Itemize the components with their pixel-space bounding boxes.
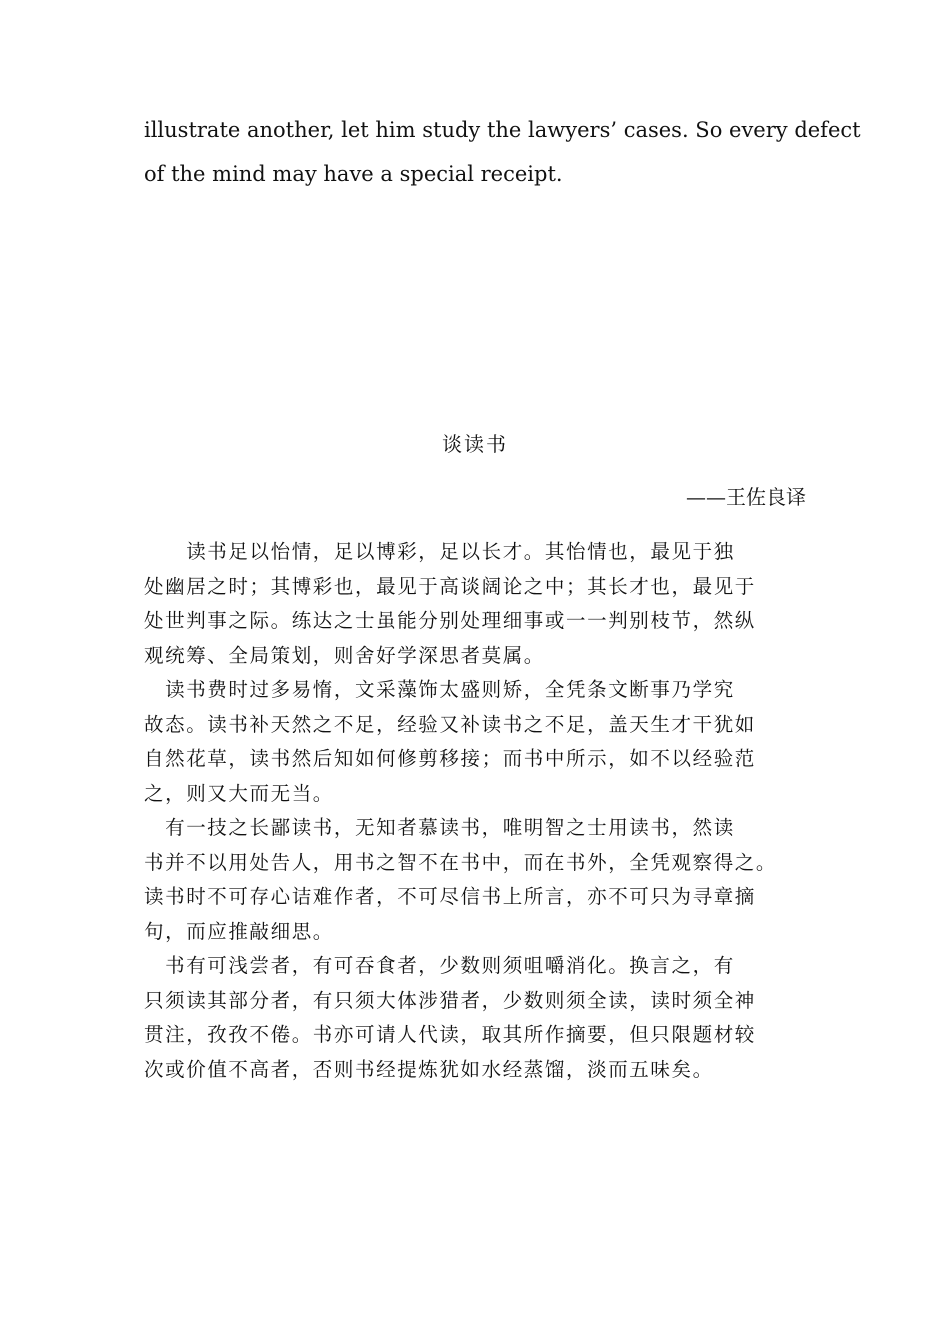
translator-credit: ——王佐良译 bbox=[686, 485, 806, 509]
chinese-text-line: 句，而应推敲细思。 bbox=[144, 919, 334, 943]
chinese-text-line: 观统筹、全局策划，则舍好学深思者莫属。 bbox=[144, 643, 545, 667]
chinese-text-line: 书并不以用处告人，用书之智不在书中，而在书外，全凭观察得之。 bbox=[144, 850, 778, 874]
chinese-text-line: 只须读其部分者，有只须大体涉猎者，少数则须全读，读时须全神 bbox=[144, 988, 756, 1012]
chinese-text-line: 处幽居之时；其博彩也，最见于高谈阔论之中；其长才也，最见于 bbox=[144, 574, 756, 598]
chinese-title: 谈读书 bbox=[442, 432, 508, 456]
chinese-text-line: 次或价值不高者，否则书经提炼犹如水经蒸馏，淡而五味矣。 bbox=[144, 1057, 714, 1081]
chinese-paragraph-3 bbox=[144, 811, 834, 949]
english-text-line: of the mind may have a special receipt. bbox=[144, 162, 563, 186]
chinese-paragraph-1 bbox=[144, 535, 834, 673]
chinese-paragraph-2 bbox=[144, 673, 834, 811]
chinese-text-line: 自然花草，读书然后知如何修剪移接；而书中所示，如不以经验范 bbox=[144, 747, 756, 770]
chinese-text-line: 处世判事之际。练达之士虽能分别处理细事或一一判别枝节，然纵 bbox=[144, 609, 756, 632]
chinese-text-line: 读书足以怡情，足以博彩，足以长才。其怡情也，最见于独 bbox=[144, 540, 735, 563]
english-paragraph-ending bbox=[144, 108, 861, 196]
chinese-text-line: 读书费时过多易惰，文采藻饰太盛则矫，全凭条文断事乃学究 bbox=[144, 678, 735, 701]
chinese-text-line: 之，则又大而无当。 bbox=[144, 781, 334, 805]
chinese-text-line: 读书时不可存心诘难作者，不可尽信书上所言，亦不可只为寻章摘 bbox=[144, 885, 756, 908]
chinese-text-line: 有一技之长鄙读书，无知者慕读书，唯明智之士用读书，然读 bbox=[144, 816, 735, 839]
chinese-body bbox=[144, 535, 834, 1087]
chinese-text-line: 贯注，孜孜不倦。书亦可请人代读，取其所作摘要，但只限题材较 bbox=[144, 1023, 756, 1046]
chinese-text-line: 故态。读书补天然之不足，经验又补读书之不足，盖天生才干犹如 bbox=[144, 712, 756, 736]
chinese-text-line: 书有可浅尝者，有可吞食者，少数则须咀嚼消化。换言之，有 bbox=[144, 954, 735, 977]
english-text-line: illustrate another, let him study the lawyers’ cases. So every defect bbox=[144, 118, 861, 142]
chinese-paragraph-4 bbox=[144, 949, 834, 1087]
